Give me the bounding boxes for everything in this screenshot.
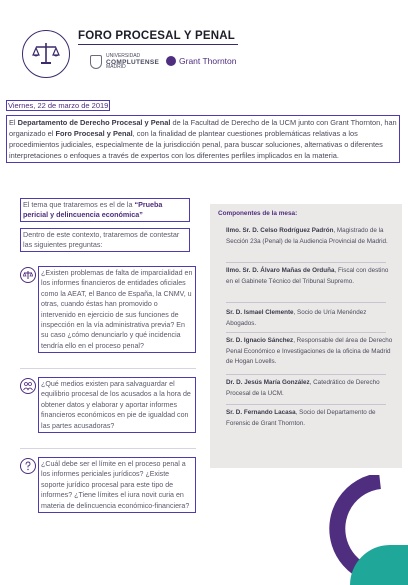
member-name: Dr. D. Jesús María González [226,379,310,386]
panel-member [226,336,396,368]
member-role: , Magistrado de la Sección 23a (Penal) de la Audiencia Provincial de Madrid. [226,227,388,245]
intro-forum: Foro Procesal y Penal [55,129,133,138]
member-role: , Fiscal con destino en el Gabinete Técnico del Tribunal Supremo. [226,267,389,285]
context-statement: Dentro de este contexto, trataremos de contestar las siguientes preguntas: [20,228,190,252]
ucm-line-3: MADRID [106,64,126,70]
question-2: ¿Qué medios existen para salvaguardar el equilibrio procesal de los acusados a la hora de obtener datos y elaborar y aportar informes financieros económicos en pie de igualdad con las partes acusadoras? [38,377,196,433]
grant-thornton-name: Grant Thornton [179,56,237,66]
header [18,18,398,78]
teal-arc [350,545,408,585]
member-name: Ilmo. Sr. D. Celso Rodríguez Padrón [226,227,334,234]
intro-dept: Departamento de Derecho Procesal y Penal [17,118,171,127]
forum-title: FORO PROCESAL Y PENAL [78,30,235,42]
ucm-logo [90,54,159,71]
scales-logo-icon [22,30,70,78]
member-name: Sr. D. Ignacio Sánchez [226,337,294,344]
intro-paragraph [6,115,400,163]
question-3: ¿Cuál debe ser el límite en el proceso penal a los informes periciales jurídicos? ¿Existe soporte jurídico procesal para este tipo de informes? ¿Tiene límites el iura novit curia en materia de delincuencia económico-financiera? [38,457,196,513]
member-role: , Catedrático de Derecho Procesal de la UCM. [226,379,380,397]
panel-member [226,308,396,329]
divider [20,448,196,449]
panel-member [226,408,396,429]
divider [226,404,386,405]
scales-icon [20,267,36,283]
member-name: Sr. D. Ismael Clemente [226,309,294,316]
question-1: ¿Existen problemas de falta de imparcialidad en los informes financieros de entidades oficiales como la AEAT, el Banco de España, la CNMV, u otras, cuando éstas han promovido o intervenido en ejercicio de sus funciones de inspección en la vía administrativa previa? En su caso ¿cómo denunciarlo y qué incidencia tendría ello en el proceso penal? [38,266,196,353]
ucm-line-1: UNIVERSIDAD [106,53,141,59]
panel-member [226,378,396,399]
title-underline [78,44,238,45]
divider [226,302,386,303]
intro-text-3: , con la finalidad de plantear cuestiones problemáticas relativas a los procedimientos judiciales, especialmente de la jurisdicción penal, para buscar soluciones, alternativas o diferentes interpretaciones o enfoques a través de expertos con los diferentes perfiles implicados en la materia. [9,129,383,160]
intro-text-1: El [9,118,18,127]
divider [226,374,386,375]
grant-thornton-logo [166,56,237,66]
divider [226,262,386,263]
topic-prefix: El tema que trataremos es el de la [23,200,135,209]
panel-member [226,226,396,247]
divider [226,332,386,333]
people-icon [20,378,36,394]
ucm-line-2: COMPLUTENSE [106,58,160,66]
ucm-crest-icon [90,55,102,69]
member-name: Sr. D. Fernando Lacasa [226,409,296,416]
grant-thornton-mark-icon [166,56,176,66]
intro-text-2: de la Facultad de Derecho de la UCM junto con Grant Thornton, han organizado el [9,118,397,138]
divider [20,368,196,369]
member-role: , Socio de Uría Menéndez Abogados. [226,309,367,327]
member-role: , Socio del Departamento de Forensic de Grant Thornton. [226,409,376,427]
member-role: , Responsable del área de Derecho Penal Económico e Investigaciones de la oficina de Madrid de Hogan Lovells. [226,337,393,365]
topic-statement [20,198,190,222]
topic-highlight: “Prueba pericial y delincuencia económica” [23,200,163,219]
panel-member [226,266,396,287]
panel-members-box [210,204,402,468]
question-icon [20,458,36,474]
member-name: Ilmo. Sr. D. Álvaro Mañas de Orduña [226,267,335,274]
panel-title: Componentes de la mesa: [218,210,298,217]
event-date: Viernes, 22 de marzo de 2019 [8,101,109,110]
decorative-arcs [300,475,408,585]
